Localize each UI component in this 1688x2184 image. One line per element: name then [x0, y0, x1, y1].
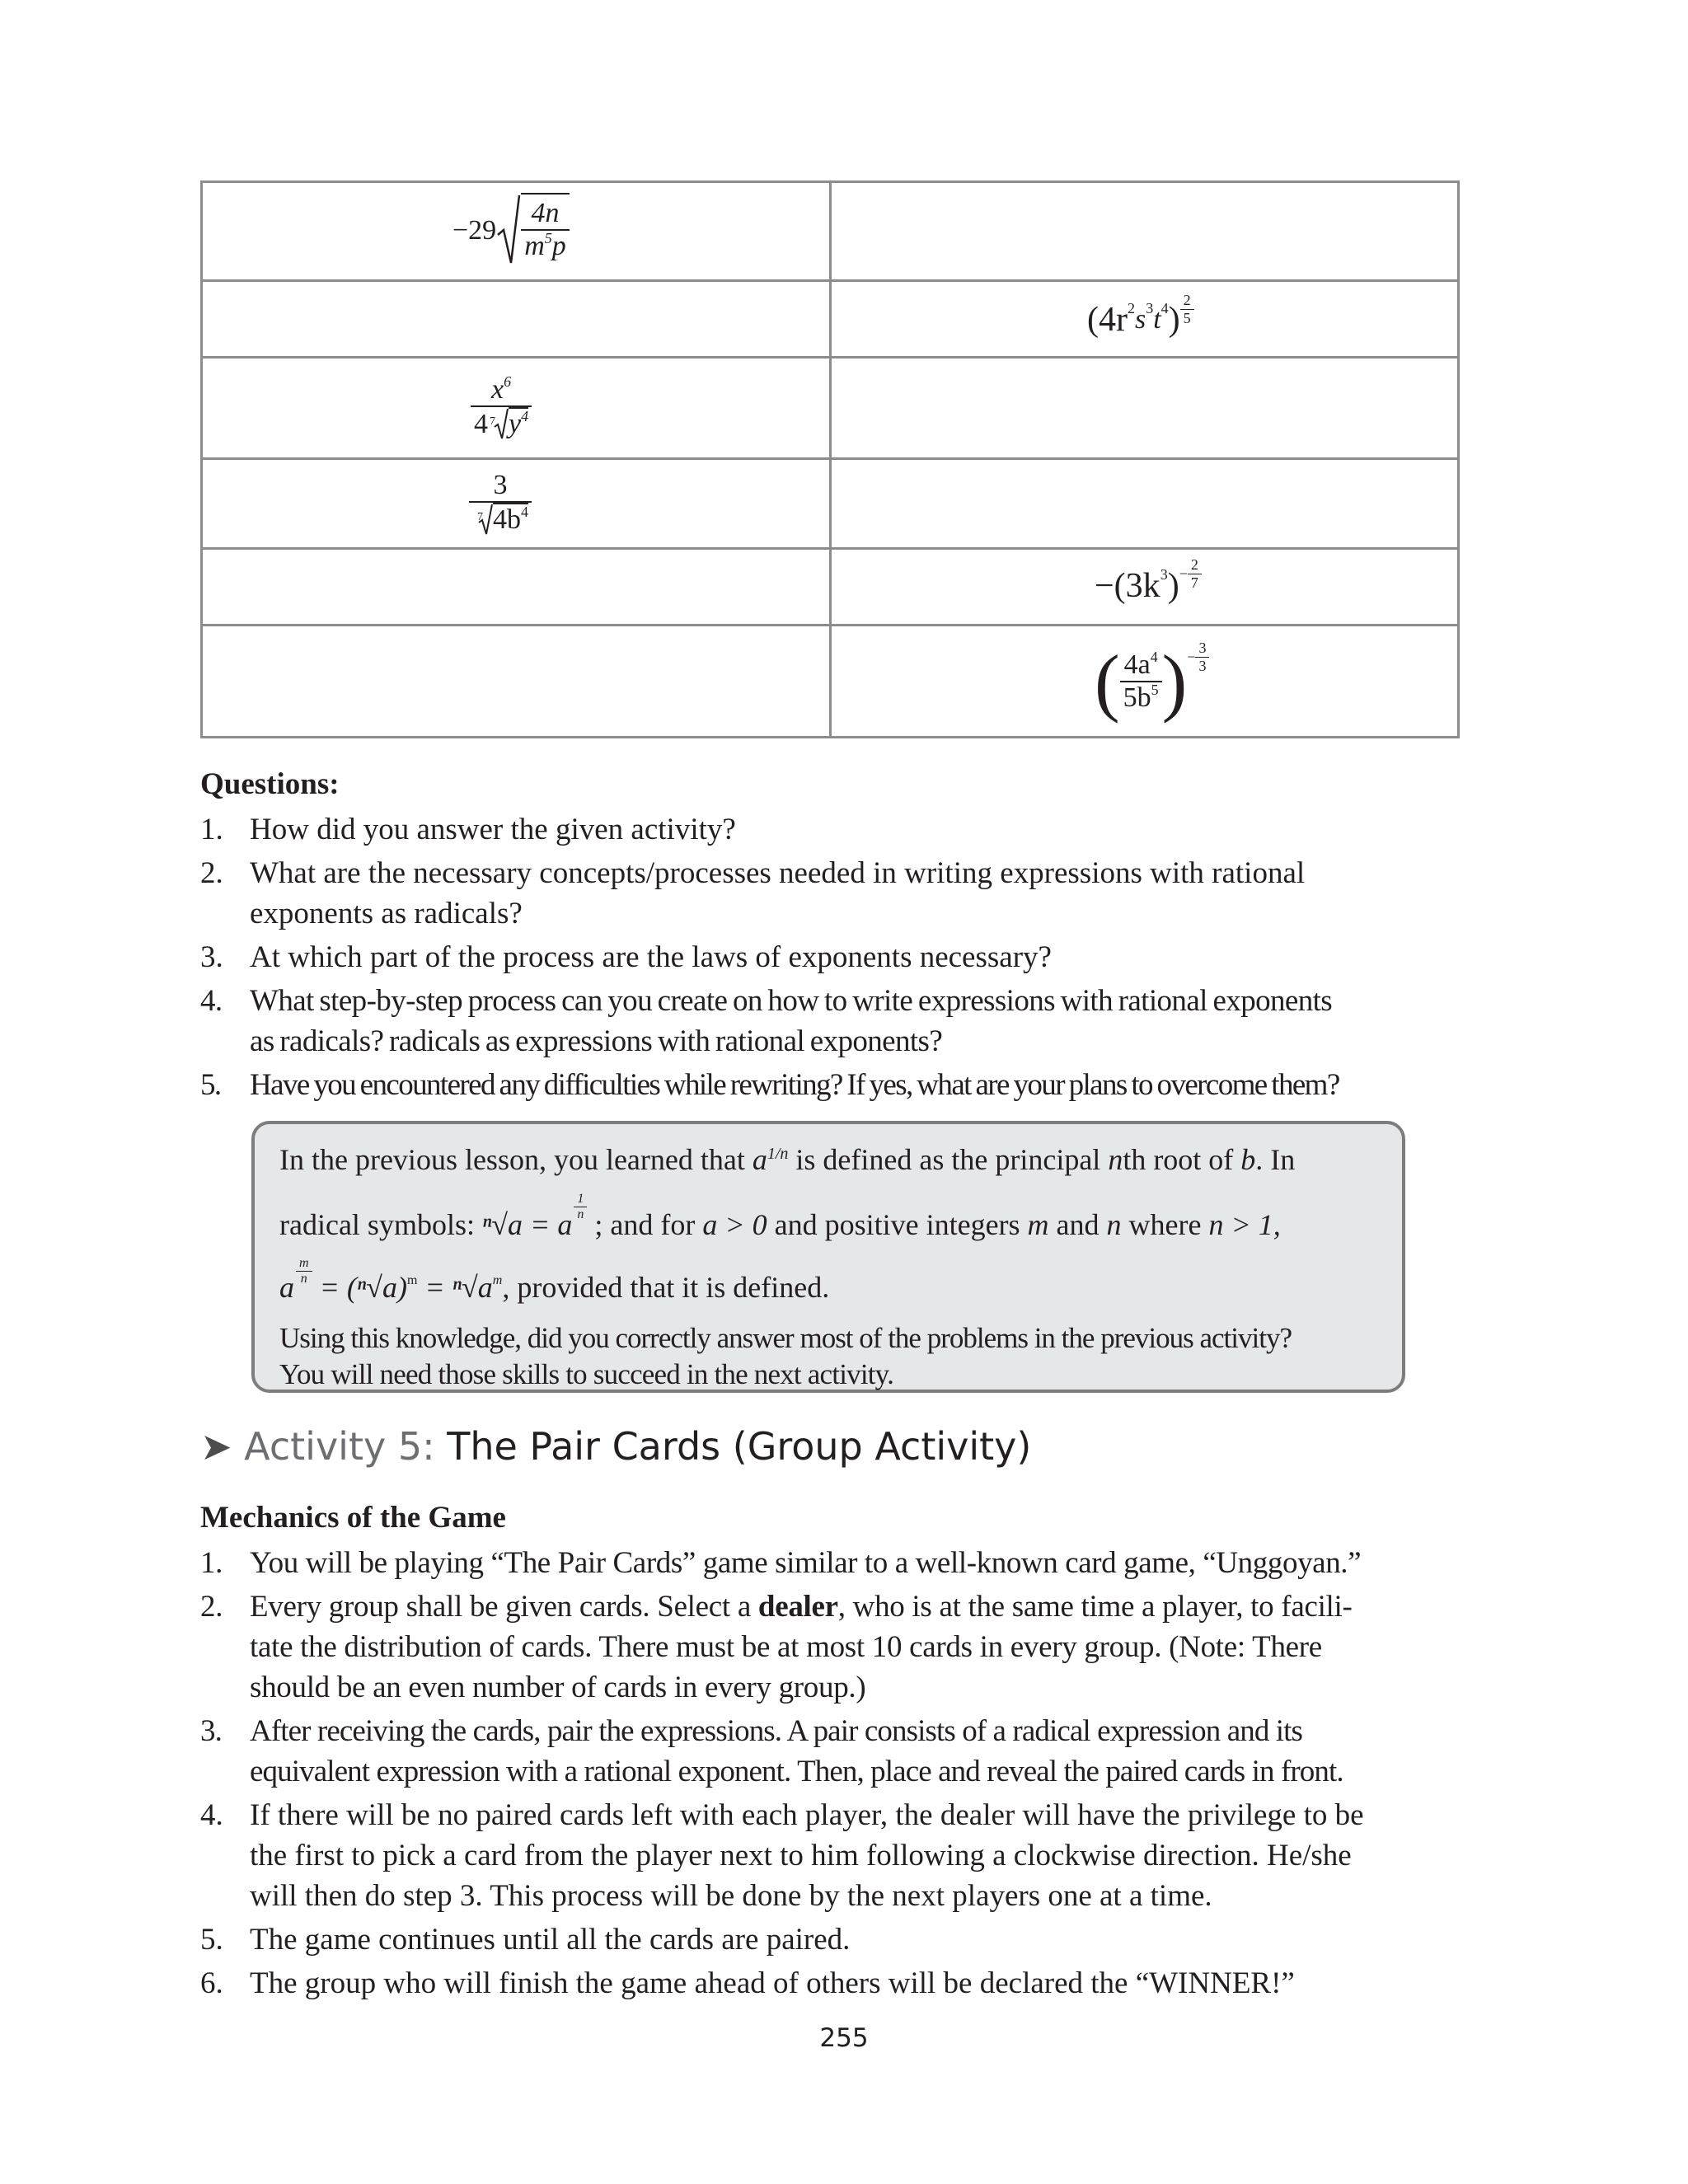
info-text: and positive integers — [767, 1208, 1028, 1241]
fraction-numerator: 4a — [1123, 649, 1151, 680]
mechanics-text: If there will be no paired cards left with each player, the dealer will have the privilege to be — [250, 1798, 1364, 1832]
table-cell-row2-right — [1087, 285, 1194, 354]
expression-text: ) — [1168, 301, 1180, 339]
exponent-sign: − — [1187, 648, 1196, 665]
math-variable: n — [1108, 1143, 1123, 1176]
math-variable: n — [1106, 1208, 1122, 1241]
exponent-denominator: n — [300, 1272, 307, 1286]
mechanics-bold-text: dealer — [757, 1590, 838, 1624]
exponent: 4 — [521, 504, 528, 520]
exponent-denominator: n — [577, 1207, 584, 1221]
mechanics-text: You will be playing “The Pair Cards” game similar to a well-known card game, “Unggoyan.” — [250, 1546, 1362, 1580]
left-paren: ( — [1095, 640, 1120, 724]
math-variable: a — [279, 1271, 294, 1304]
list-number: 4. — [200, 984, 223, 1018]
mechanics-item — [200, 1543, 1461, 1583]
exponent: 6 — [504, 373, 512, 390]
info-text: In the previous lesson, you learned that — [279, 1143, 753, 1176]
exponent: m — [406, 1273, 418, 1287]
info-text: and — [1048, 1208, 1107, 1241]
table-row-divider — [203, 457, 1457, 460]
fraction-denominator: m — [524, 231, 545, 261]
table-cell-row6-right — [1095, 628, 1209, 735]
math-formula: = (ⁿ√a) — [312, 1271, 407, 1304]
exponent-sign: − — [1179, 565, 1188, 582]
exponent: 3 — [1160, 565, 1168, 583]
mechanics-heading: Mechanics of the Game — [200, 1501, 506, 1535]
arrow-icon: ➤ — [200, 1424, 232, 1469]
exponent: 4 — [1150, 649, 1158, 665]
list-number: 4. — [200, 1798, 223, 1832]
expressions-table — [200, 180, 1460, 738]
mechanics-text: Every group shall be given cards. Select a — [250, 1590, 758, 1624]
radical-sign — [496, 194, 521, 268]
question-text: What step-by-step process can you create on how to write expressions with rational exponents — [250, 984, 1333, 1018]
mechanics-item — [200, 1711, 1461, 1792]
exponent-denominator: 3 — [1198, 657, 1207, 674]
list-number: 2. — [200, 1590, 223, 1624]
math-variable: a — [752, 1143, 767, 1176]
exponent: 1/n — [767, 1145, 789, 1163]
fraction-denominator: 5b — [1123, 682, 1151, 713]
exponent-numerator: 2 — [1190, 555, 1198, 573]
table-row-divider — [203, 279, 1457, 282]
mechanics-text: should be an even number of cards in every group.) — [250, 1671, 866, 1704]
fraction-numerator: 3 — [493, 470, 508, 500]
info-text: is defined as the principal — [788, 1143, 1109, 1176]
math-variable: m — [1027, 1208, 1049, 1241]
exponent: 5 — [1151, 682, 1159, 698]
question-text: At which part of the process are the laws of exponents necessary? — [250, 940, 1052, 974]
mechanics-item — [200, 1586, 1461, 1708]
expression-text: t — [1153, 304, 1161, 335]
exponent: 2 — [1127, 299, 1135, 316]
question-item — [200, 981, 1461, 1062]
info-line-3 — [279, 1256, 829, 1305]
fraction-denominator: p — [551, 231, 566, 261]
info-text: radical symbols: — [279, 1208, 482, 1241]
table-row-divider — [203, 624, 1457, 626]
info-text: , provided that it is defined. — [502, 1271, 830, 1304]
list-number: 2. — [200, 856, 223, 890]
list-number: 1. — [200, 1546, 223, 1580]
table-cell-row3-left — [471, 358, 532, 457]
mechanics-list — [200, 1543, 1461, 2007]
info-line-1 — [279, 1142, 1295, 1177]
exponent: 4 — [521, 408, 529, 424]
coefficient: −29 — [452, 215, 497, 246]
exponent: 3 — [1146, 299, 1154, 316]
exponent-denominator: 5 — [1183, 309, 1191, 326]
mechanics-text: The game continues until all the cards are paired. — [250, 1923, 851, 1957]
fraction-numerator: 4n — [531, 198, 560, 228]
expression-text: (4r — [1087, 301, 1128, 339]
exponent: m — [492, 1273, 503, 1287]
radical-sign — [494, 407, 509, 440]
exponent-numerator: m — [299, 1256, 309, 1270]
page-number: 255 — [819, 2023, 869, 2053]
mechanics-item — [200, 1919, 1461, 1960]
coefficient: 4 — [474, 409, 488, 439]
info-text: th root of — [1123, 1143, 1241, 1176]
fraction-numerator: x — [491, 374, 504, 405]
radical-index: 7 — [477, 511, 483, 523]
question-text: Have you encountered any difficulties while rewriting? If yes, what are your plans to overcome them? — [250, 1068, 1339, 1102]
info-text: ; and for — [587, 1208, 703, 1241]
mechanics-text: the first to pick a card from the player next to him following a clockwise direction. He/she — [250, 1839, 1352, 1872]
math-formula: n > 1, — [1208, 1208, 1281, 1241]
activity-heading — [200, 1424, 1031, 1469]
table-cell-row5-right — [1095, 551, 1202, 621]
mechanics-text: After receiving the cards, pair the expressions. A pair consists of a radical expression and its — [250, 1714, 1303, 1748]
question-item — [200, 853, 1461, 934]
list-number: 5. — [200, 1923, 223, 1957]
questions-list — [200, 809, 1461, 1108]
info-box — [251, 1121, 1405, 1393]
mechanics-text: equivalent expression with a rational exponent. Then, place and reveal the paired cards in front. — [250, 1755, 1343, 1788]
mechanics-text: tate the distribution of cards. There must be at most 10 cards in every group. (Note: There — [250, 1630, 1322, 1664]
radicand: y — [509, 409, 522, 439]
math-variable: b — [1240, 1143, 1256, 1176]
list-number: 5. — [200, 1068, 221, 1102]
expression-text: −(3k — [1095, 567, 1160, 605]
math-formula: ⁿ√a = a — [481, 1208, 573, 1241]
table-cell-row4-left — [469, 460, 532, 546]
question-text: as radicals? radicals as expressions with rational exponents? — [250, 1024, 943, 1058]
info-line-5: You will need those skills to succeed in the next activity. — [279, 1358, 894, 1390]
exponent: 4 — [1160, 299, 1169, 316]
list-number: 1. — [200, 813, 223, 846]
info-text: . In — [1255, 1143, 1296, 1176]
math-formula: a > 0 — [702, 1208, 767, 1241]
questions-heading: Questions: — [200, 767, 340, 801]
mechanics-text: will then do step 3. This process will be done by the next players one at a time. — [250, 1879, 1212, 1913]
question-text: How did you answer the given activity? — [250, 813, 736, 846]
mechanics-text: The group who will finish the game ahead of others will be declared the “WINNER!” — [250, 1966, 1295, 2000]
expression-text: s — [1134, 304, 1146, 335]
exponent-numerator: 2 — [1183, 291, 1191, 308]
expression-text: ) — [1167, 567, 1179, 605]
info-line-4: Using this knowledge, did you correctly answer most of the problems in the previous activity? — [279, 1322, 1292, 1354]
list-number: 3. — [200, 1714, 222, 1748]
mechanics-text: , who is at the same time a player, to facili- — [837, 1590, 1353, 1624]
mechanics-item — [200, 1963, 1461, 2004]
activity-title: The Pair Cards (Group Activity) — [434, 1424, 1032, 1469]
info-text: where — [1121, 1208, 1209, 1241]
question-item — [200, 937, 1461, 977]
exponent-denominator: 7 — [1190, 574, 1198, 591]
list-number: 6. — [200, 1966, 223, 2000]
math-formula: = ⁿ√a — [417, 1271, 493, 1304]
exponent-numerator: 1 — [577, 1192, 584, 1206]
table-row-divider — [203, 547, 1457, 550]
question-item — [200, 809, 1461, 850]
question-text: exponents as radicals? — [250, 897, 523, 930]
right-paren: ) — [1161, 640, 1188, 724]
exponent-numerator: 3 — [1198, 639, 1207, 656]
list-number: 3. — [200, 940, 223, 974]
table-cell-row1-left — [452, 190, 570, 272]
activity-label: Activity 5: — [244, 1424, 435, 1469]
exponent: 5 — [544, 230, 552, 246]
table-row-divider — [203, 356, 1457, 359]
question-text: What are the necessary concepts/processes needed in writing expressions with rational — [250, 856, 1306, 890]
radicand: 4b — [493, 504, 521, 535]
question-item — [200, 1065, 1461, 1105]
radical-index: 7 — [490, 415, 495, 428]
info-line-2 — [279, 1192, 1281, 1242]
mechanics-item — [200, 1795, 1461, 1916]
